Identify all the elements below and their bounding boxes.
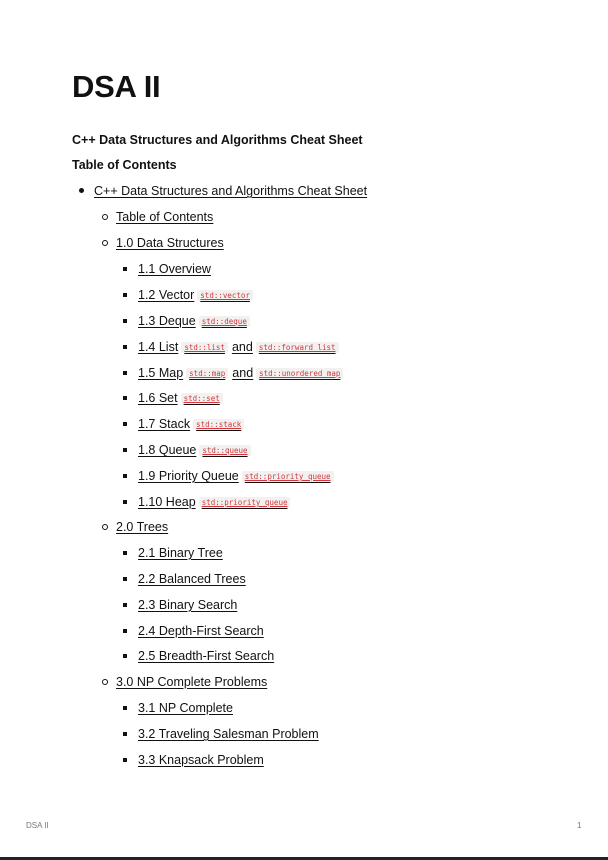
toc-link-label: 1.3 Deque (138, 314, 196, 328)
toc-item (138, 312, 250, 330)
toc-link-2-1[interactable]: 2.1 Binary Tree (138, 546, 223, 560)
document-subtitle: C++ Data Structures and Algorithms Cheat Sheet (72, 133, 363, 147)
code-tag: std::forward_list (256, 342, 339, 353)
toc-item (138, 699, 233, 717)
toc-link-1-2[interactable] (138, 288, 253, 302)
toc-link-3-2[interactable]: 3.2 Traveling Salesman Problem (138, 727, 319, 741)
toc-link-section-2[interactable]: 2.0 Trees (116, 520, 169, 534)
toc-link-label: 1.9 Priority Queue (138, 469, 239, 483)
toc-link-label: 1.2 Vector (138, 288, 195, 302)
toc-item (138, 364, 343, 382)
toc-item (116, 208, 213, 226)
code-tag: std::priority_queue (199, 497, 291, 508)
toc-item (138, 415, 244, 433)
toc-link-section-3[interactable]: 3.0 NP Complete Problems (116, 675, 268, 689)
joiner-text: and (232, 366, 254, 380)
toc-link-label: 1.6 Set (138, 391, 178, 405)
toc-link-1-5[interactable] (138, 366, 343, 380)
code-tag: std::stack (193, 419, 244, 430)
toc-link-root[interactable]: C++ Data Structures and Algorithms Cheat Sheet (94, 184, 368, 198)
toc-link-1-1[interactable]: 1.1 Overview (138, 262, 211, 276)
code-tag: std::set (181, 393, 223, 404)
code-tag: std::unordered_map (256, 368, 343, 379)
code-tag: std::list (181, 342, 228, 353)
toc-item (138, 622, 264, 640)
toc-item (138, 338, 339, 356)
toc-link-1-6[interactable] (138, 391, 223, 405)
code-tag: std::vector (197, 290, 253, 301)
toc-section-item (116, 518, 168, 536)
toc-item (138, 751, 264, 769)
joiner-text: and (231, 340, 253, 354)
code-tag: std::deque (199, 316, 250, 327)
code-tag: std::queue (199, 445, 250, 456)
code-tag: std::map (186, 368, 228, 379)
toc-link-2-2[interactable]: 2.2 Balanced Trees (138, 572, 246, 586)
toc-heading: Table of Contents (72, 158, 177, 172)
toc-root-item (94, 182, 367, 200)
toc-item (138, 725, 319, 743)
toc-link-table-of-contents[interactable]: Table of Contents (116, 210, 214, 224)
toc-link-1-9[interactable] (138, 469, 334, 483)
toc-link-label: 1.10 Heap (138, 495, 196, 509)
toc-link-1-3[interactable] (138, 314, 250, 328)
code-tag: std::priority_queue (242, 471, 334, 482)
toc-link-2-3[interactable]: 2.3 Binary Search (138, 598, 238, 612)
toc-item (138, 467, 334, 485)
toc-link-1-8[interactable] (138, 443, 251, 457)
toc-section-item (116, 234, 224, 252)
footer-page-number: 1 (577, 821, 582, 830)
toc-link-label: 1.7 Stack (138, 417, 191, 431)
toc-link-1-7[interactable] (138, 417, 244, 431)
document-title: DSA II (72, 69, 161, 104)
toc-item (138, 441, 251, 459)
footer-document-name: DSA II (26, 821, 49, 830)
toc-item (138, 286, 253, 304)
toc-item (138, 493, 290, 511)
toc-link-2-4[interactable]: 2.4 Depth-First Search (138, 624, 264, 638)
toc-link-2-5[interactable]: 2.5 Breadth-First Search (138, 649, 275, 663)
toc-link-section-1[interactable]: 1.0 Data Structures (116, 236, 224, 250)
toc-item (138, 570, 246, 588)
toc-link-3-1[interactable]: 3.1 NP Complete (138, 701, 233, 715)
toc-item (138, 647, 274, 665)
toc-item (138, 544, 223, 562)
toc-item (138, 260, 211, 278)
toc-link-1-10[interactable] (138, 495, 290, 509)
toc-link-1-4[interactable] (138, 340, 339, 354)
toc-item (138, 389, 223, 407)
toc-link-label: 1.8 Queue (138, 443, 197, 457)
toc-link-label: 1.5 Map (138, 366, 184, 380)
toc-section-item (116, 673, 267, 691)
toc-link-label: 1.4 List (138, 340, 179, 354)
toc-link-3-3[interactable]: 3.3 Knapsack Problem (138, 753, 264, 767)
toc-item (138, 596, 237, 614)
